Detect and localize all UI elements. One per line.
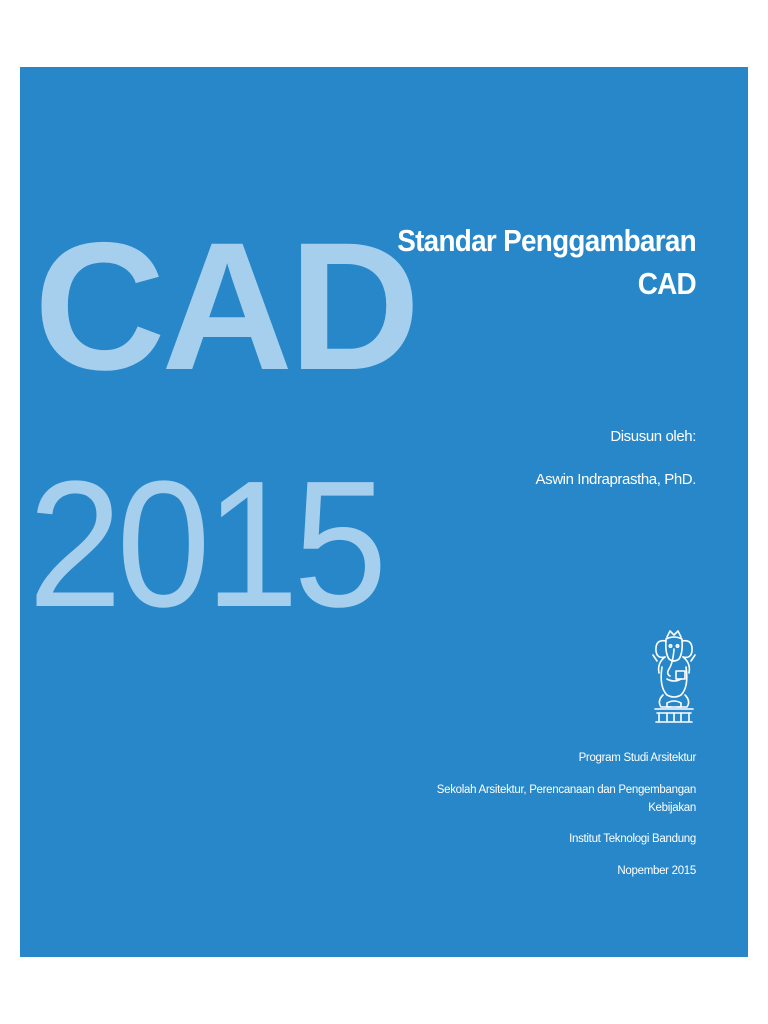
- cover-big-year: 2015: [28, 444, 382, 645]
- institution-block: [437, 750, 696, 895]
- cover-panel: [20, 67, 748, 957]
- author-block: [536, 429, 696, 487]
- title-line-2: CAD: [637, 266, 696, 302]
- document-title: [397, 219, 696, 306]
- school-name-line-1: Sekolah Arsitektur, Perencanaan dan Pengembangan: [436, 783, 696, 796]
- cover-big-word: CAD: [34, 204, 417, 408]
- compiled-by-label: Disusun oleh:: [610, 428, 696, 445]
- publication-date: Nopember 2015: [617, 865, 696, 878]
- author-name: Aswin Indraprastha, PhD.: [535, 471, 696, 488]
- school-name-line-2: Kebijakan: [648, 801, 696, 814]
- program-name: Program Studi Arsitektur: [578, 752, 696, 764]
- title-line-1: Standar Penggambaran: [397, 223, 696, 258]
- institute-name: Institut Teknologi Bandung: [569, 833, 696, 846]
- itb-ganesha-logo-icon: [649, 627, 699, 727]
